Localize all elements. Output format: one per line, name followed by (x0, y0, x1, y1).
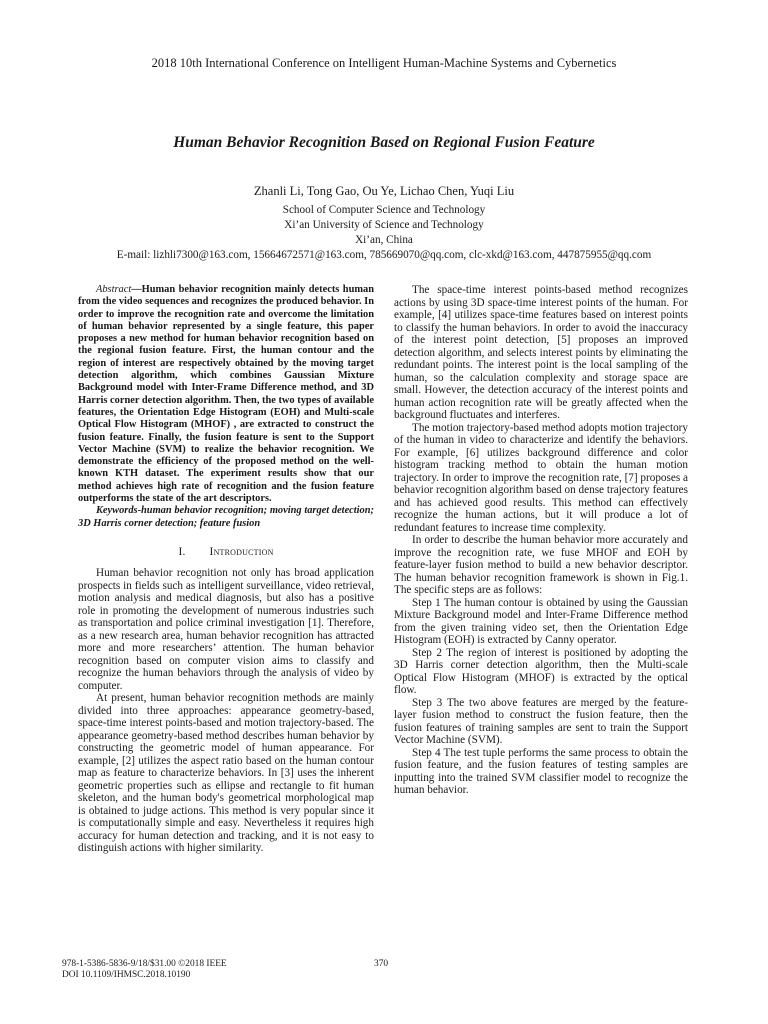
paper-title: Human Behavior Recognition Based on Regional Fusion Feature (173, 134, 595, 151)
affiliation-email: E-mail: lizhli7300@163.com, 15664672571@163.com, 785669070@qq.com, clc-xkd@163.com, 447875955@qq.com (116, 249, 652, 261)
page-number: 370 (374, 959, 389, 969)
footer-doi: DOI 10.1109/IHMSC.2018.10190 (62, 970, 191, 980)
body-paragraph: The space-time interest points-based method recognizes actions by using 3D space-time interest points of the human. For example, [4] utilizes space-time features based on interest points to classify the human behaviors. In order to avoid the inaccuracy of the interest point detection, [5] proposes an improved detection algorithm, and selects interest points by eliminating the redundant points. The interest point is the local sampling of the human, so the calculation complexity and storage space are small. However, the detection accuracy of the interest points and human action recognition rate will be greatly affected when the background fluctuates and interferes. (394, 284, 688, 421)
abstract (78, 284, 374, 505)
author-list: Zhanli Li, Tong Gao, Ou Ye, Lichao Chen, Yuqi Liu (253, 184, 515, 198)
affiliation-university: Xi’an University of Science and Technology (284, 219, 484, 231)
section-number: I. (178, 545, 186, 558)
section-heading (78, 546, 374, 559)
affiliation-school: School of Computer Science and Technology (282, 204, 486, 216)
footer-copyright (62, 959, 227, 981)
footer-isbn: 978-1-5386-5836-9/18/$31.00 ©2018 IEEE (62, 959, 227, 969)
step-paragraph: Step 4 The test tuple performs the same process to obtain the fusion feature, and the fusion features of testing samples are inputting into the trained SVM classifier model to recognize the human behavior. (394, 746, 688, 796)
body-paragraph: In order to describe the human behavior more accurately and improve the recognition rate, we fuse MHOF and EOH by feature-layer fusion method to build a new behavior descriptor. The human behavior recognition framework is shown in Fig.1. The specific steps are as follows: (394, 534, 688, 596)
left-column (78, 284, 374, 855)
section-title: Introduction (209, 545, 274, 558)
affiliation-block (0, 203, 768, 263)
body-paragraph: The motion trajectory-based method adopts motion trajectory of the human in video to characterize and identify the behaviors. For example, [6] utilizes background difference and color histogram tracking method to obtain the human motion trajectory. In order to improve the recognition rate, [7] proposes a behavior recognition algorithm based on dense trajectory features and has achieved good results. This method can effectively recognize the human actions, but it will produce a lot of redundant features to increase time complexity. (394, 421, 688, 534)
abstract-text: —Human behavior recognition mainly detects human from the video sequences and recognizes the produced behavior. In order to improve the recognition rate and overcome the limitation of human behavior represented by a single feature, this paper proposes a new method for human behavior recognition based on the regional fusion feature. First, the human contour and the region of interest are respectively obtained by the moving target detection algorithm, which combines Gaussian Mixture Background model with Inter-Frame Difference method, and 3D Harris corner detection algorithm. Then, the two types of available features, the Orientation Edge Histogram (EOH) and Multi-scale Optical Flow Histogram (MHOF) , are extracted to construct the fusion feature. Finally, the fusion feature is sent to the Support Vector Machine (SVM) to realize the behavior recognition. We demonstrate the efficiency of the proposed method on the well-known KTH dataset. The experiment results show that our method achieves high rate of recognition and the fusion feature outperforms the state of the art descriptors. (78, 284, 375, 505)
abstract-lead: Abstract (96, 284, 132, 295)
keywords: Keywords-human behavior recognition; moving target detection; 3D Harris corner detection; feature fusion (78, 505, 374, 529)
intro-paragraph: Human behavior recognition not only has broad application prospects in fields such as intelligent surveillance, video retrieval, motion analysis and medical diagnosis, but also has a positive role in promoting the development of numerous industries such as transportation and police criminal investigation [1]. Therefore, as a new research area, human behavior recognition has attracted more and more researchers’ attention. The human behavior recognition based on computer vision aims to classify and recognize the human behaviors through the analysis of video by computer. (78, 567, 374, 692)
step-paragraph: Step 1 The human contour is obtained by using the Gaussian Mixture Background model and Inter-Frame Difference method from the given training video set, then the Orientation Edge Histogram (EOH) is extracted by Canny operator. (394, 596, 688, 646)
affiliation-location: Xi’an, China (355, 234, 413, 246)
step-paragraph: Step 2 The region of interest is positioned by adopting the 3D Harris corner detection algorithm, then the Multi-scale Optical Flow Histogram (MHOF) is extracted by the optical flow. (394, 646, 688, 696)
right-column (394, 284, 688, 797)
conference-header: 2018 10th International Conference on Intelligent Human-Machine Systems and Cybernetics (151, 56, 617, 70)
step-paragraph: Step 3 The two above features are merged by the feature-layer fusion method to construct the fusion feature, then the fusion features of training samples are sent to train the Support Vector Machine (SVM). (394, 696, 688, 746)
intro-paragraph: At present, human behavior recognition methods are mainly divided into three approaches: appearance geometry-based, space-time interest points-based and motion trajectory-based. The appearance geometry-based method describes human behavior by constructing the geometric model of human appearance. For example, [2] utilizes the aspect ratio based on the human contour map as feature to characterize behaviors. In [3] uses the inherent geometric properties such as ellipse and rectangle to fit human skeleton, and the human body's geometrical morphological map is obtained to judge actions. This method is very popular since it is computationally simple and easy. Nevertheless it requires high accuracy for human detection and tracking, and it is not easy to distinguish actions with higher similarity. (78, 692, 374, 855)
